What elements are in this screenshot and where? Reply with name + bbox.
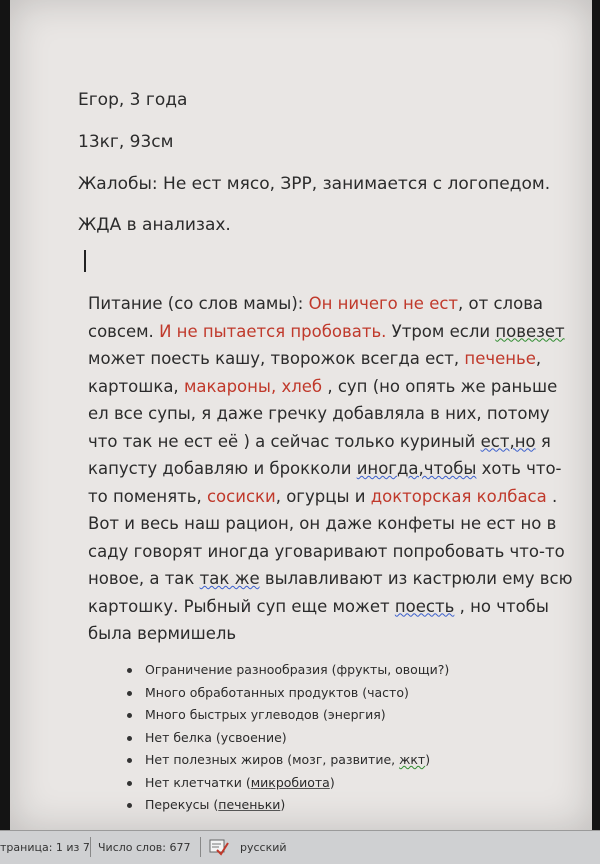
spellcheck-icon[interactable] (208, 837, 230, 857)
status-divider (200, 837, 201, 857)
patient-name: Егор, 3 года (78, 90, 188, 110)
text-cursor (84, 250, 86, 272)
list-item: Ограничение разнообразия (фрукты, овощи?) (123, 659, 449, 682)
list-item: Много обработанных продуктов (часто) (123, 682, 449, 705)
list-item: Нет белка (усвоение) (123, 727, 449, 750)
list-item: Много быстрых углеводов (энергия) (123, 704, 449, 727)
nutrition-paragraph: Питание (со слов мамы): Он ничего не ест, от слова совсем. И не пытается пробовать. Утром если повезет может поесть кашу, творожок всегда ест, печенье, картошка, макароны, хлеб , суп (но опять же раньше ел все супы, я даже гречку добавляла в них, потому что так не ест её ) а сейчас только куриный ест,но я капусту добавляю и брокколи иногда,чтобы хоть что- то поменять, сосиски, огурцы и докторская колбаса . Вот и весь наш рацион, он даже конфеты не ест но в саду говорят иногда уговаривают попробовать что-то новое, а так так же вылавливают из кастрюли ему всю картошку. Рыбный суп еще может поесть , но чтобы была вермишель (88, 294, 573, 643)
language-indicator[interactable]: русский (240, 841, 287, 854)
complaints: Жалобы: Не ест мясо, ЗРР, занимается с логопедом. (78, 174, 551, 194)
word-count[interactable]: Число слов: 677 (98, 841, 191, 854)
bullet-list (123, 659, 449, 817)
list-item: Нет полезных жиров (мозг, развитие, жкт) (123, 749, 449, 772)
list-item: Перекусы (печеньки) (123, 794, 449, 817)
page-count[interactable]: траница: 1 из 7 (0, 841, 90, 854)
patient-measurements: 13кг, 93см (78, 132, 174, 152)
document-page[interactable] (10, 0, 592, 830)
status-divider (90, 837, 91, 857)
list-item: Нет клетчатки (микробиота) (123, 772, 449, 795)
lab-note: ЖДА в анализах. (78, 215, 231, 235)
status-bar (0, 830, 600, 864)
